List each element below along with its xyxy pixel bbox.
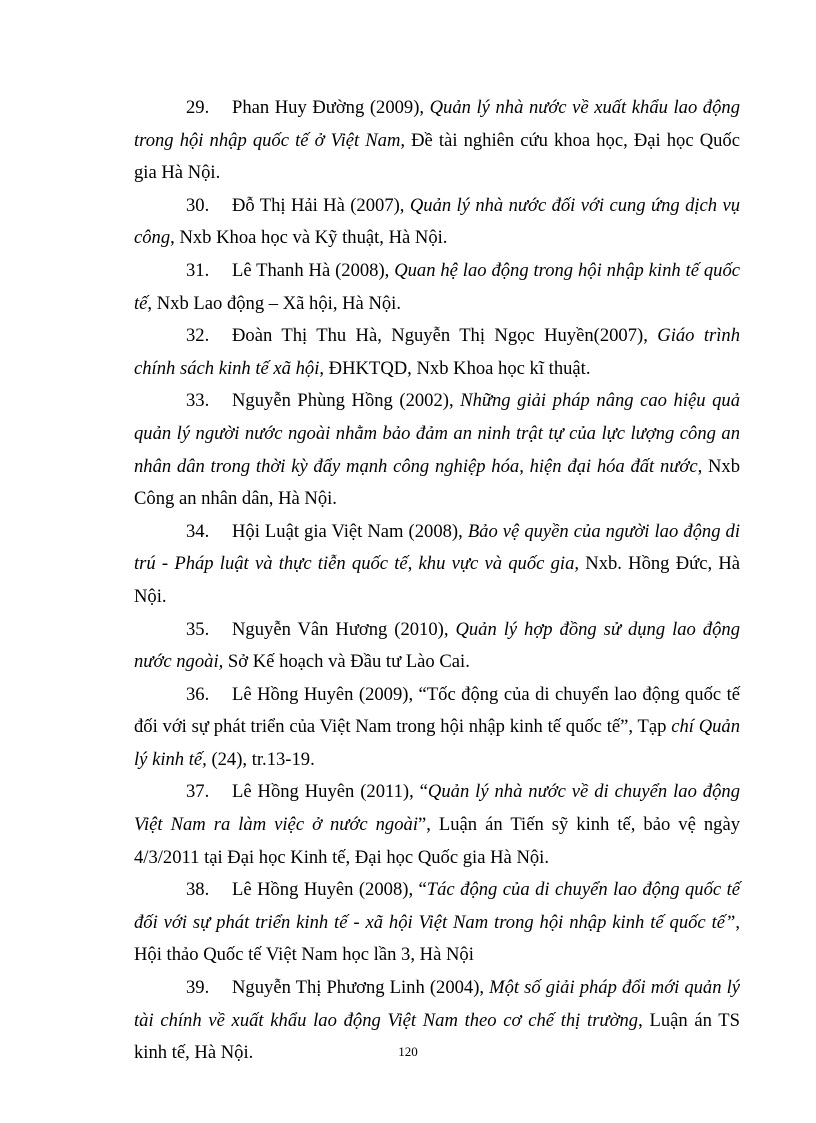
reference-text: , Luận án TS kinh tế, Hà Nội. — [134, 1009, 740, 1064]
reference-item — [134, 190, 740, 255]
reference-item — [134, 516, 740, 614]
reference-text: Phan Huy Đường (2009), — [232, 97, 430, 118]
reference-text: (24), tr.13-19. — [206, 748, 315, 770]
reference-item — [134, 776, 740, 874]
reference-text: Nguyễn Thị Phương Linh (2004), — [232, 977, 490, 999]
reference-text: , Hội thảo Quốc tế Việt Nam học lần 3, Hà Nội — [134, 911, 740, 966]
reference-title-text: Một số giải pháp đổi mới quản lý tài chính về xuất khẩu lao động Việt Nam theo cơ chế thị trường — [134, 977, 740, 1031]
reference-number: 38. — [186, 879, 210, 901]
reference-text: Nxb. Hồng Đức, Hà Nội. — [134, 553, 741, 607]
reference-title-text: Quản lý nhà nước về xuất khẩu lao động trong hội nhập quốc tế ở Việt Nam, — [134, 97, 740, 151]
reference-title-text: Quan hệ lao động trong hội nhập kinh tế quốc tế — [134, 259, 740, 314]
reference-text: Lê Hồng Huyên (2011), “ — [232, 781, 428, 803]
reference-item — [134, 679, 740, 777]
page-number: 120 — [398, 1044, 418, 1059]
reference-text: Nguyễn Phùng Hồng (2002), — [232, 390, 461, 412]
reference-number: 33. — [186, 390, 210, 412]
reference-text: Đoàn Thị Thu Hà, Nguyễn Thị Ngọc Huyền(2007), — [232, 325, 658, 347]
reference-number: 35. — [186, 618, 210, 640]
reference-number: 31. — [186, 259, 210, 281]
reference-title-text: Quản lý nhà nước đối với cung ứng dịch vụ công — [134, 194, 741, 249]
reference-item — [134, 320, 740, 385]
reference-item — [134, 614, 740, 679]
reference-number: 39. — [186, 977, 210, 999]
reference-number: 30. — [186, 194, 210, 216]
reference-text: Lê Thanh Hà (2008), — [232, 259, 395, 281]
reference-title-text: Quản lý hợp đồng sử dụng lao động nước ngoài, — [134, 618, 740, 673]
reference-text: , Nxb Lao động – Xã hội, Hà Nội. — [147, 292, 401, 314]
reference-text: Đề tài nghiên cứu khoa học, Đại học Quốc gia Hà Nội. — [134, 129, 740, 184]
reference-title-text: Bảo vệ quyền của người lao động di trú - Pháp luật và thực tiễn quốc tế, khu vực và quốc gia, — [134, 520, 740, 575]
reference-text: Nguyễn Vân Hương (2010), — [232, 618, 456, 640]
reference-number: 37. — [186, 781, 210, 803]
reference-title-text: Tác động của di chuyển lao động quốc tế đối với sự phát triển kinh tế - xã hội Việt Nam trong hội nhập kinh tế quốc tế” — [134, 879, 740, 933]
reference-title-text: chí Quản lý kinh tế, — [134, 716, 741, 770]
reference-text: , ĐHKTQD, Nxb Khoa học kĩ thuật. — [319, 357, 591, 379]
reference-number: 34. — [186, 520, 210, 542]
reference-number: 29. — [186, 97, 210, 118]
reference-text: ”, Luận án Tiến sỹ kinh tế, bảo vệ ngày 4/3/2011 tại Đại học Kinh tế, Đại học Quốc gia Hà Nội. — [134, 814, 740, 868]
reference-text: Sở Kế hoạch và Đầu tư Lào Cai. — [223, 651, 470, 673]
reference-item — [134, 255, 740, 320]
reference-text: Lê Hồng Huyên (2009), “Tốc động của di chuyển lao động quốc tế đối với sự phát triển của Việt Nam trong hội nhập kinh tế quốc tế”, Tạp — [134, 683, 740, 738]
reference-list — [134, 92, 740, 1070]
reference-item — [134, 874, 740, 972]
reference-text: , Nxb Khoa học và Kỹ thuật, Hà Nội. — [170, 227, 448, 249]
reference-title-text: Quản lý nhà nước về di chuyển lao động Việt Nam ra làm việc ở nước ngoài — [134, 781, 740, 836]
reference-number: 36. — [186, 683, 210, 705]
reference-text: , Nxb Công an nhân dân, Hà Nội. — [134, 455, 740, 510]
reference-number: 32. — [186, 325, 210, 347]
reference-item — [134, 385, 740, 515]
reference-text: Hội Luật gia Việt Nam (2008), — [232, 520, 468, 542]
reference-item — [134, 92, 740, 190]
reference-text: Đỗ Thị Hải Hà (2007), — [232, 194, 410, 216]
reference-title-text: Những giải pháp nâng cao hiệu quả quản lý người nước ngoài nhằm bảo đảm an ninh trật tự của lực lượng công an nhân dân trong thời kỳ đẩy mạnh công nghiệp hóa, hiện đại hóa đất nước — [134, 390, 741, 477]
reference-title-text: Giáo trình chính sách kinh tế xã hội — [134, 325, 741, 379]
reference-text: Lê Hồng Huyên (2008), “ — [232, 879, 427, 901]
